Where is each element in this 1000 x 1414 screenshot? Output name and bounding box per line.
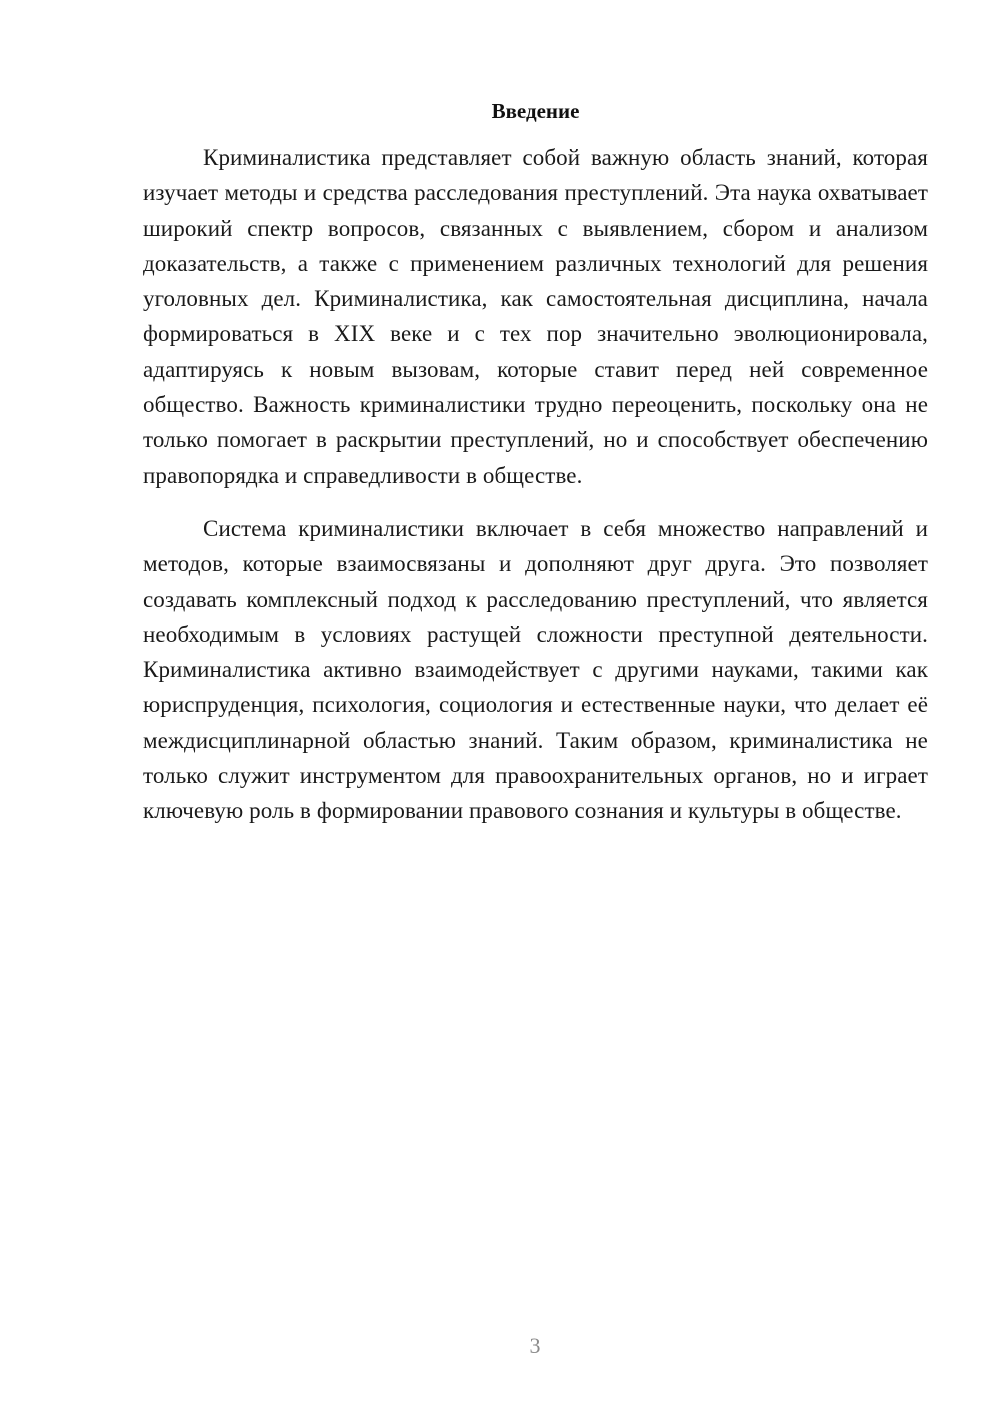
paragraph-1: Криминалистика представляет собой важную область знаний, которая изучает методы и средства расследования преступлений. Эта наука охватывает широкий спектр вопросов, связанных с выявлением, сбором и анализом доказательств, а также с применением различных технологий для решения уголовных дел. Криминалистика, как самостоятельная дисциплина, начала формироваться в XIX веке и с тех пор значительно эволюционировала, адаптируясь к новым вызовам, которые ставит перед ней современное общество. Важность криминалистики трудно переоценить, поскольку она не только помогает в раскрытии преступлений, но и способствует обеспечению правопорядка и справедливости в обществе. (143, 145, 928, 488)
paragraph-2: Система криминалистики включает в себя множество направлений и методов, которые взаимосвязаны и дополняют друг друга. Это позволяет создавать комплексный подход к расследованию преступлений, что является необходимым в условиях растущей сложности преступной деятельности. Криминалистика активно взаимодействует с другими науками, такими как юриспруденция, психология, социология и естественные науки, что делает её междисциплинарной областью знаний. Таким образом, криминалистика не только служит инструментом для правоохранительных органов, но и играет ключевую роль в формировании правового сознания и культуры в обществе. (143, 515, 928, 824)
page-number: 3 (529, 1333, 541, 1358)
section-heading: Введение (491, 99, 580, 123)
page-content (143, 96, 928, 829)
